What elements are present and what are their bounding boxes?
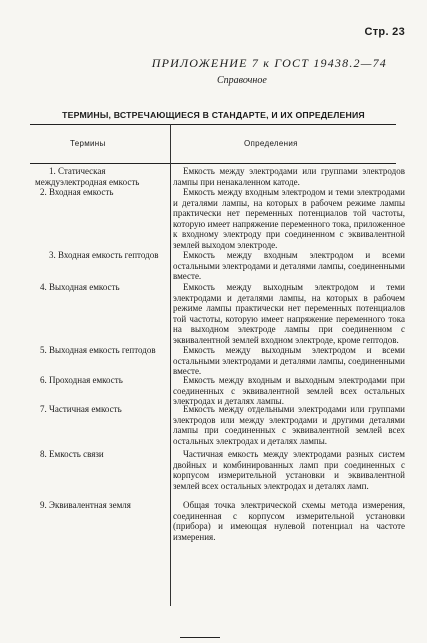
term-1: 1. Статическая междуэлектродная емкость [35,166,140,187]
definition-5: Емкость между выходным электродом и всеми остальными электродами и деталями лампы, соединенными вместе. [173,345,405,377]
page-number: Стр. 23 [364,26,405,38]
column-header-definitions: Определения [244,139,298,148]
definition-2: Емкость между входным электродом и теми электродами и деталями лампы, на которых в рабочем режиме лампы практически нет переменных потенциалов той частоты, которую имеет напряжение переменного тока, приложенное к входному электроду при соединенном с эквивалентной землей выходом электроде. [173,187,405,250]
document-title: ТЕРМИНЫ, ВСТРЕЧАЮЩИЕСЯ В СТАНДАРТЕ, И ИХ ОПРЕДЕЛЕНИЯ [62,110,365,120]
term-8: 8. Емкость связи [40,449,104,459]
definition-8: Частичная емкость между электродами разных систем двойных и комбинированных ламп при соединенных с корпусом измерительной установки и эквивалентной землей всех остальных электродах и деталях ламп. [173,449,405,491]
term-7: 7. Частичная емкость [40,404,122,414]
term-5: 5. Выходная емкость гептодов [40,345,156,355]
end-rule [180,637,220,638]
term-9: 9. Эквивалентная земля [40,500,131,510]
column-header-terms: Термины [70,139,106,148]
term-3: 3. Входная емкость гептодов [49,250,159,260]
appendix-heading: ПРИЛОЖЕНИЕ 7 к ГОСТ 19438.2—74 [151,56,387,70]
term-4: 4. Выходная емкость [40,282,120,292]
definition-7: Емкость между отдельными электродами или группами электродов или между электродами и другими деталями лампы при соединенных с эквивалентной землей всех остальных электродах и деталях лампы. [173,404,405,446]
column-divider [170,124,171,606]
reference-label: Справочное [217,75,267,86]
definition-6: Емкость между входным и выходным электродами при соединенных с эквивалентной землей всех остальных электродах и деталях лампы. [173,375,405,407]
term-6: 6. Проходная емкость [40,375,123,385]
definition-9: Общая точка электрической схемы метода измерения, соединенная с корпусом измерительной установки (прибора) и имеющая нулевой потенциал на частоте измерения. [173,500,405,542]
definition-1: Емкость между электродами или группами электродов лампы при ненакаленном катоде. [173,166,405,187]
term-2: 2. Входная емкость [40,187,114,197]
definition-4: Емкость между выходным электродом и теми электродами и деталями лампы, на которых в рабочем режиме лампы практически нет переменных потенциалов той частоты, которую имеет напряжение переменного тока на выходном электроде лампы при соединенном с эквивалентной землей входном электроде, кроме гептодов. [173,282,405,345]
definition-3: Емкость между входным электродом и всеми остальными электродами и деталями лампы, соединенными вместе. [173,250,405,282]
